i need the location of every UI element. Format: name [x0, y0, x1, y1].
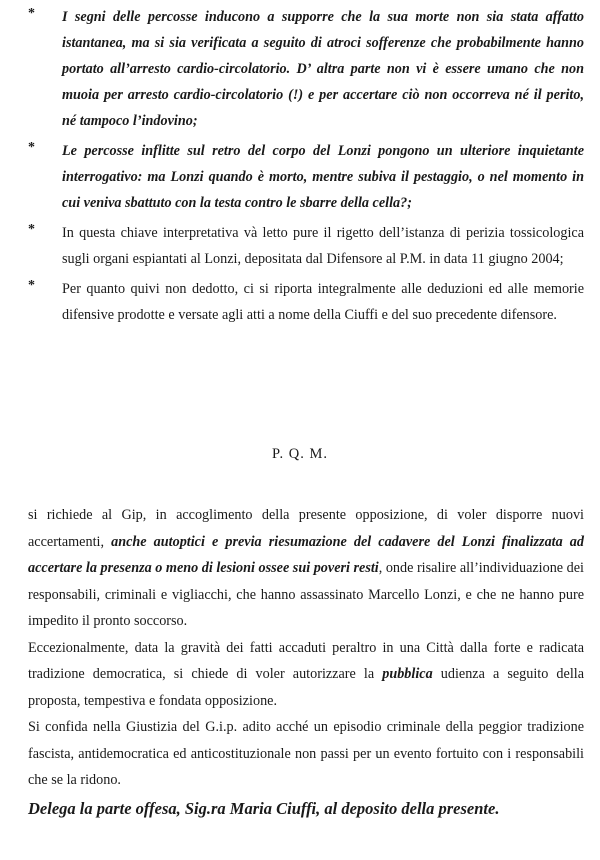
bullet-marker: * — [28, 222, 35, 237]
bullet-item-1 — [28, 4, 584, 134]
bullet-text: In questa chiave interpretativa và letto pure il rigetto dell’istanza di perizia tossicologica sugli organi espiantati al Lonzi, depositata dal Difensore al P.M. in data 11 giugno 2004; — [62, 225, 584, 267]
request-text-start: si richiede al Gip, in accoglimento della presente opposizione, di voler disporre nuovi accertamenti, — [28, 507, 584, 550]
bullet-list — [28, 4, 584, 332]
bullet-marker: * — [28, 6, 35, 21]
bullet-text: Le percosse inflitte sul retro del corpo del Lonzi pongono un ulteriore inquietante interrogativo: ma Lonzi quando è morto, mentre subiva il pestaggio, o nel momento in cui veniva sbattuto con la testa contro le sbarre della cella?; — [62, 143, 584, 211]
bullet-item-2 — [28, 138, 584, 216]
bullet-text: I segni delle percosse inducono a supporre che la sua morte non sia stata affatto istantanea, ma si sia verificata a seguito di atroci sofferenze che probabilmente hanno portato all’arresto cardio-circolatorio. D’ altra parte non vi è essere umano che non muoia per arresto cardio-circolatorio (!) e per accertare ciò non occorreva né il perito, né tampoco l’indovino; — [62, 9, 584, 129]
request-text-end: , onde risalire all’individuazione dei responsabili, criminali e vigliacchi, che hanno assassinato Marcello Lonzi, e che ne hanno pure impedito il pronto soccorso. — [28, 560, 584, 629]
request-emphasis: anche autoptici e previa riesumazione del cadavere del Lonzi finalizzata ad accertare la presenza o meno di lesioni ossee sui poveri resti — [28, 533, 584, 576]
bullet-item-4 — [28, 276, 584, 328]
delegation-line: Delega la parte offesa, Sig.ra Maria Ciuffi, al deposito della presente. — [28, 798, 500, 818]
body-text — [28, 502, 584, 824]
bullet-marker: * — [28, 140, 35, 155]
public-hearing-paragraph — [28, 635, 584, 715]
pqm-heading: P. Q. M. — [272, 446, 328, 462]
trust-paragraph: Si confida nella Giustizia del G.i.p. adito acché un episodio criminale della peggior tradizione fascista, antidemocratica ed anticostituzionale non passi per un evento fortuito con i responsabili che se la ridono. — [28, 719, 584, 788]
public-hearing-text-end: udienza a seguito della proposta, tempestiva e fondata opposizione. — [28, 666, 584, 709]
request-paragraph — [28, 502, 584, 635]
public-hearing-emphasis: pubblica — [382, 666, 433, 682]
bullet-item-3 — [28, 220, 584, 272]
public-hearing-text-start: Eccezionalmente, data la gravità dei fatti accaduti peraltro in una Città dalla forte e radicata tradizione democratica, si chiede di voler autorizzare la — [28, 639, 584, 682]
bullet-marker: * — [28, 278, 35, 293]
bullet-text: Per quanto quivi non dedotto, ci si riporta integralmente alle deduzioni ed alle memorie difensive prodotte e versate agli atti a nome della Ciuffi e del suo precedente difensore. — [62, 281, 584, 323]
